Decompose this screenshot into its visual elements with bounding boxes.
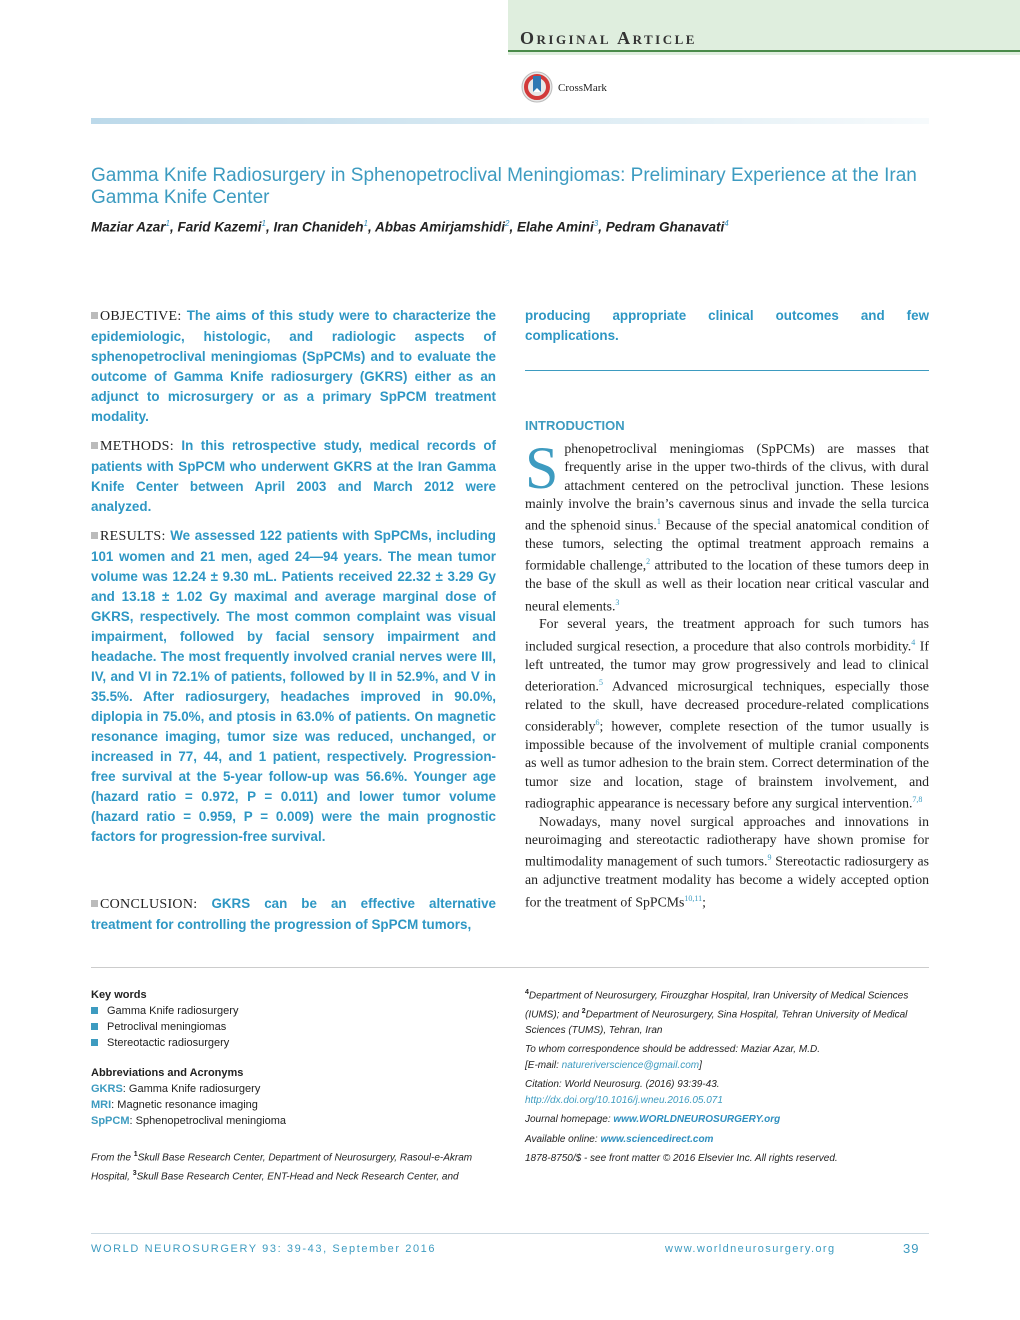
author-name: Pedram Ghanavati: [605, 219, 725, 235]
online-line: [525, 1132, 929, 1148]
abstract-text: The aims of this study were to characterize the epidemiologic, histologic, and radiologic aspects of sphenopetroclival meningiomas (SpPCMs) and to evaluate the outcome of Gamma Knife radiosurgery (GKRS) either as an adjunct to microsurgery or as a primary SpPCM treatment modality.: [91, 308, 496, 424]
bullet-square: [91, 442, 98, 449]
keywords-box: [91, 987, 491, 1129]
author-name: Abbas Amirjamshidi: [374, 219, 506, 235]
abstract-label: CONCLUSION:: [100, 897, 198, 912]
bullet-square: [91, 1039, 98, 1046]
author-affiliation: 2: [505, 219, 510, 228]
abstract-methods: [91, 436, 496, 517]
author-name: Elahe Amini: [516, 219, 594, 235]
sciencedirect-link[interactable]: www.sciencedirect.com: [600, 1133, 714, 1145]
paragraph-text: Advanced microsurgical techniques, especially those related to the skull, have decreased procedure-related complications considerably: [525, 678, 929, 734]
online-label: Available online:: [525, 1133, 601, 1145]
reference-link[interactable]: 4: [911, 637, 916, 647]
page-number: 39: [903, 1241, 920, 1256]
bullet-square: [91, 532, 98, 539]
crossmark-icon[interactable]: [520, 70, 554, 104]
email-close: ]: [699, 1059, 702, 1071]
reference-link[interactable]: 7,8: [912, 794, 923, 804]
abbreviation-item: [91, 1081, 491, 1097]
paragraph-text: Stereotactic radiosurgery as an adjunctive treatment modality has become a widely accepted option for the treatment of SpPCMs: [525, 853, 929, 910]
paragraph-text: ;: [702, 894, 706, 910]
paragraph: [525, 615, 929, 812]
reference-link[interactable]: 10,11: [684, 893, 703, 903]
author-affiliation: 1: [261, 219, 266, 228]
author-affiliation: 1: [165, 219, 170, 228]
affiliation-text: From the: [91, 1152, 134, 1164]
doi-link[interactable]: http://dx.doi.org/10.1016/j.wneu.2016.05.071: [525, 1094, 723, 1106]
affiliation-number: 3: [132, 1169, 137, 1177]
abbreviation-item: [91, 1097, 491, 1113]
abbreviation-item: [91, 1113, 491, 1129]
author-list: Maziar Azar$^1$, Farid Kazemi$^1$, Iran Chanideh$^1$, Abbas Amirjamshidi$^2$, Elahe Amini$^3$, Pedram Ghanavati$^4$: [91, 219, 729, 235]
abstract-results: [91, 526, 496, 847]
abstract-text: GKRS can be an effective alternative treatment for controlling the progression of SpPCM tumors,: [91, 896, 496, 932]
affiliation-text: Department of Neurosurgery, Firouzghar Hospital, Iran University of Medical Sciences (IUMS); and: [525, 990, 909, 1021]
affiliation-text: Department of Neurosurgery, Sina Hospital, Tehran University of Medical Sciences (TUMS), Tehran, Iran: [525, 1009, 908, 1036]
reference-link[interactable]: 2: [646, 557, 651, 567]
abstract-conclusion-continued: producing appropriate clinical outcomes and few complications.: [525, 308, 929, 343]
paragraph-text: attributed to the location of these tumors deep in the base of the skull as well as their location near critical vascular and neural elements.: [525, 557, 929, 614]
paragraph-text: Nowadays, many novel surgical approaches and innovations in neuroimaging and stereotactic radiotherapy have shown promise for multimodality management of such tumors.: [525, 813, 929, 869]
abstract-text: In this retrospective study, medical records of patients with SpPCM who underwent GKRS at the Iran Gamma Knife Center between April 2003 and March 2012 were analyzed.: [91, 438, 496, 514]
keyword-text: Stereotactic radiosurgery: [107, 1037, 230, 1049]
keyword-text: Gamma Knife radiosurgery: [107, 1005, 239, 1017]
abbreviation-term: MRI: [91, 1099, 112, 1111]
affiliations-right: [525, 985, 929, 1038]
section-label: Original Article: [520, 28, 697, 48]
abstract-label: RESULTS:: [100, 529, 166, 544]
paragraph-text: If left untreated, the tumor may grow progressively and lead to clinical deterioration.: [525, 638, 929, 694]
paragraph-text: ; however, complete resection of the tumor usually is impossible because of the involvement of multiple cranial components as well as tumor adhesion to the brain stem. Correct determination of the tumor size and location, stage of brainstem involvement, and radiographic appearance is necessary before any surgical intervention.: [525, 718, 929, 811]
footnote-rule: [91, 967, 929, 968]
keyword-text: Petroclival meningiomas: [107, 1021, 227, 1033]
footer-rule: [91, 1233, 929, 1234]
abbreviation-definition: : Sphenopetroclival meningioma: [129, 1115, 287, 1127]
abbreviation-definition: : Gamma Knife radiosurgery: [122, 1083, 261, 1095]
reference-link[interactable]: 1: [656, 517, 661, 527]
affiliation-text: Skull Base Research Center, ENT-Head and Neck Research Center, and: [136, 1171, 459, 1183]
banner-underline: [508, 50, 1020, 52]
introduction-body: [525, 435, 929, 911]
abstract-label: OBJECTIVE:: [100, 309, 182, 324]
paragraph-text: For several years, the treatment approach for such tumors has included surgical resection, a procedure that also controls morbidity.: [525, 616, 929, 654]
abstract-conclusion: [91, 894, 496, 935]
affiliation-number: 4: [525, 989, 529, 996]
homepage-link[interactable]: www.WORLDNEUROSURGERY.org: [613, 1114, 781, 1126]
email-label: [E-mail:: [525, 1059, 562, 1071]
author-affiliation: 4: [724, 219, 729, 228]
email-line: [525, 1058, 929, 1074]
keywords-heading: Key words: [91, 989, 147, 1001]
abbreviation-definition: : Magnetic resonance imaging: [111, 1099, 258, 1111]
bullet-square: [91, 312, 98, 319]
reference-link[interactable]: 5: [598, 677, 603, 687]
abbreviation-term: GKRS: [91, 1083, 123, 1095]
abstract-end-rule: [525, 370, 929, 371]
correspondence-note: To whom correspondence should be addressed: Maziar Azar, M.D.: [525, 1044, 820, 1056]
drop-cap: S: [525, 435, 559, 501]
bullet-square: [91, 900, 98, 907]
author-name: Maziar Azar: [91, 219, 166, 235]
author-affiliation: 3: [593, 219, 599, 228]
keyword-item: [91, 1003, 491, 1019]
abstract-label: METHODS:: [100, 439, 174, 454]
abbreviation-term: SpPCM: [91, 1115, 130, 1127]
footer-url[interactable]: www.worldneurosurgery.org: [665, 1243, 836, 1255]
bullet-square: [91, 1007, 98, 1014]
author-name: Iran Chanideh: [273, 219, 364, 235]
introduction-heading: INTRODUCTION: [525, 418, 625, 433]
article-title: Gamma Knife Radiosurgery in Sphenopetroclival Meningiomas: Preliminary Experience at the Iran Gamma Knife Center: [91, 165, 917, 208]
email-link[interactable]: natureriverscience@gmail.com: [561, 1059, 700, 1071]
abstract-objective: [91, 306, 496, 427]
paragraph: [525, 813, 929, 912]
crossmark-label[interactable]: CrossMark: [558, 82, 607, 94]
affiliation-number: 2: [581, 1007, 586, 1015]
homepage-label: Journal homepage:: [525, 1114, 614, 1126]
keyword-item: [91, 1035, 491, 1051]
author-name: Farid Kazemi: [177, 219, 262, 235]
paragraph-text: Because of the special anatomical condition of these tumors, selecting the optimal treatment approach remains a formidable challenge,: [525, 517, 929, 573]
homepage-line: [525, 1112, 929, 1128]
affiliation-text: Skull Base Research Center, Department of Neurosurgery, Rasoul-e-Akram Hospital,: [91, 1152, 473, 1183]
article-notes: [525, 985, 929, 1167]
bullet-square: [91, 1023, 98, 1030]
abbreviations-heading: Abbreviations and Acronyms: [91, 1067, 244, 1079]
reference-link[interactable]: 6: [595, 718, 600, 728]
abstract-text: We assessed 122 patients with SpPCMs, including 101 women and 21 men, aged 24—94 years. The mean tumor volume was 12.24 ± 9.30 mL. Patients received 22.32 ± 3.29 Gy and 13.18 ± 1.02 Gy maximal and average marginal dose of GKRS, respectively. The most common complaint was visual impairment, followed by facial sensory impairment and headache. The most frequently involved cranial nerves were III, IV, and VI in 72.1% of patients, followed by II in 52.9%, and V in 35.5%. After radiosurgery, headaches improved in 90.0%, diplopia in 75.0%, and ptosis in 63.0% of patients. On magnetic resonance imaging, tumor size was reduced, unchanged, or increased in 77, 44, and 1 patient, respectively. Progression-free survival at the 5-year follow-up was 56.6%. Younger age (hazard ratio = 0.972, P = 0.011) and lower tumor volume (hazard ratio = 0.959, P = 0.009) were the main prognostic factors for progression-free survival.: [91, 528, 496, 844]
reference-link[interactable]: 9: [767, 853, 772, 863]
header-rule: [91, 118, 929, 124]
affiliation-number: 1: [133, 1151, 138, 1158]
author-affiliation: 1: [363, 219, 368, 228]
citation-line: Citation: World Neurosurg. (2016) 93:39-43.: [525, 1079, 720, 1091]
reference-link[interactable]: 3: [615, 597, 620, 607]
paragraph: [525, 435, 929, 615]
copyright-line: 1878-8750/$ - see front matter © 2016 Elsevier Inc. All rights reserved.: [525, 1153, 838, 1165]
paragraph-text: phenopetroclival meningiomas (SpPCMs) are masses that frequently arise in the upper two-thirds of the clivus, with dural attachment centered on the petroclival junction. These lesions mainly involve the brain’s cavernous sinus and invade the sella turcica and the sphenoid sinus.: [525, 441, 929, 533]
keyword-item: [91, 1019, 491, 1035]
footer-journal: WORLD NEUROSURGERY 93: 39-43, September 2016: [91, 1243, 437, 1255]
affiliations-left: [91, 1147, 476, 1185]
